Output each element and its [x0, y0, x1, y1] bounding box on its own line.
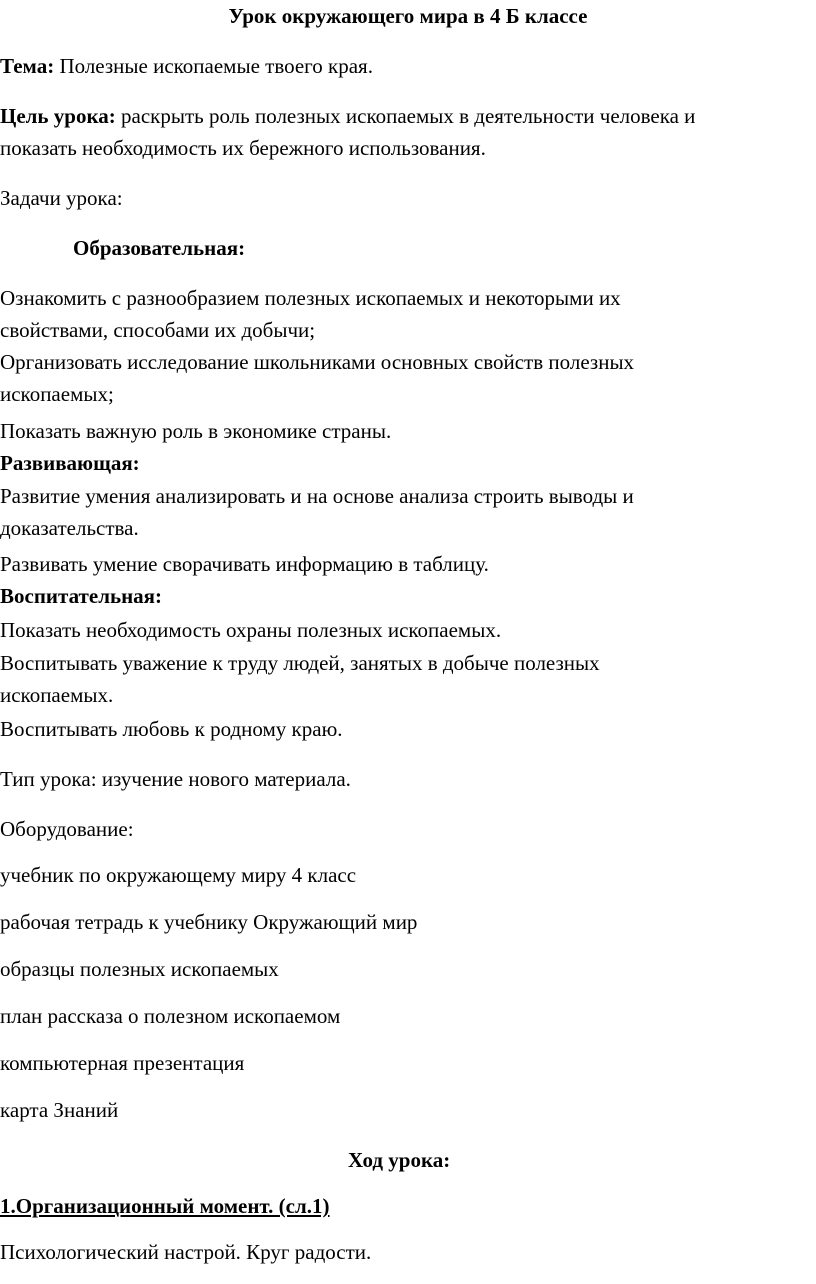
- topic-label: Тема:: [0, 54, 55, 78]
- developing-heading: Развивающая:: [0, 451, 140, 475]
- educational-heading: Образовательная:: [73, 236, 246, 260]
- educational-line: Ознакомить с разнообразием полезных ископаемых и некоторыми их: [0, 286, 621, 310]
- goal-label: Цель урока:: [0, 104, 116, 128]
- lesson-type: Тип урока: изучение нового материала.: [0, 767, 351, 791]
- equipment-item-last: карта Знаний: [0, 1098, 119, 1122]
- goal-line-1: [0, 100, 695, 132]
- equipment-item: учебник по окружающему миру 4 класс: [0, 863, 357, 887]
- educational-line: свойствами, способами их добычи;: [0, 318, 316, 342]
- goal-text-1: раскрыть роль полезных ископаемых в деятельности человека и: [115, 104, 696, 128]
- page-title: Урок окружающего мира в 4 Б классе: [228, 4, 588, 28]
- upbringing-heading: Воспитательная:: [0, 584, 163, 608]
- tasks-heading: Задачи урока:: [0, 186, 123, 210]
- equipment-item: рабочая тетрадь к учебнику Окружающий мир: [0, 910, 418, 934]
- developing-line: доказательства.: [0, 516, 139, 540]
- procedure-heading: Ход урока:: [348, 1148, 451, 1172]
- educational-line: Организовать исследование школьниками основных свойств полезных: [0, 350, 635, 374]
- developing-line: Развитие умения анализировать и на основе анализа строить выводы и: [0, 484, 634, 508]
- goal-line-2: показать необходимость их бережного использования.: [0, 136, 486, 160]
- upbringing-line: Воспитывать уважение к труду людей, занятых в добыче полезных: [0, 651, 600, 675]
- upbringing-line: Воспитывать любовь к родному краю.: [0, 717, 343, 741]
- procedure-step-1: 1.Организационный момент. (сл.1): [0, 1194, 330, 1218]
- equipment-item: компьютерная презентация: [0, 1051, 245, 1075]
- equipment-item: план рассказа о полезном ископаемом: [0, 1004, 341, 1028]
- educational-line: ископаемых;: [0, 382, 114, 406]
- equipment-heading: Оборудование:: [0, 817, 134, 841]
- developing-line: Развивать умение сворачивать информацию в таблицу.: [0, 552, 489, 576]
- procedure-step-1-text: Психологический настрой. Круг радости.: [0, 1240, 372, 1264]
- educational-line: Показать важную роль в экономике страны.: [0, 419, 392, 443]
- topic-text: Полезные ископаемые твоего края.: [54, 54, 373, 78]
- upbringing-line: Показать необходимость охраны полезных ископаемых.: [0, 618, 502, 642]
- equipment-item: образцы полезных ископаемых: [0, 957, 279, 981]
- topic-line: [0, 50, 373, 82]
- upbringing-line: ископаемых.: [0, 683, 114, 707]
